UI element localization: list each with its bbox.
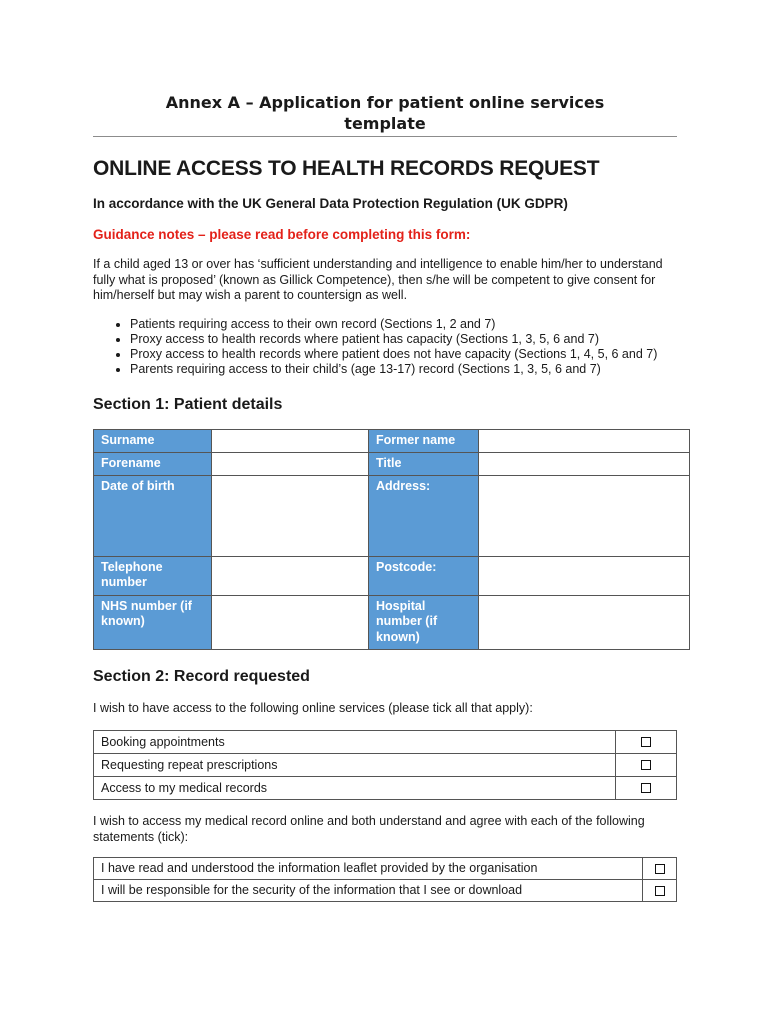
forename-field[interactable]: [212, 452, 369, 475]
statement-label: I will be responsible for the security of the information that I see or download: [94, 880, 643, 902]
statements-intro: I wish to access my medical record online and both understand and agree with each of the following statements (tick):: [93, 814, 645, 844]
guidance-paragraph: If a child aged 13 or over has ‘sufficient understanding and intelligence to enable him/her to understand fully what is proposed’ (known as Gillick Competence), then s/he will be competent to give consent for him/herself but may wish a parent to countersign as well.: [93, 257, 663, 302]
services-intro: I wish to have access to the following online services (please tick all that apply):: [93, 700, 533, 715]
address-label: Address:: [369, 475, 479, 556]
booking-appointments-checkbox[interactable]: [616, 731, 677, 754]
checkbox-icon: [655, 886, 665, 896]
annex-title: Annex A – Application for patient online services template: [93, 92, 677, 137]
title-field[interactable]: [479, 452, 690, 475]
security-statement-checkbox[interactable]: [643, 880, 677, 902]
checkbox-icon: [655, 864, 665, 874]
telephone-label: Telephone number: [94, 556, 212, 595]
statements-table: [93, 857, 677, 902]
list-item: • Proxy access to health records where patient has capacity (Sections 1, 3, 5, 6 and 7): [130, 332, 677, 347]
list-item: • Patients requiring access to their own record (Sections 1, 2 and 7): [130, 317, 677, 332]
checkbox-icon: [641, 783, 651, 793]
sections-list: [93, 317, 677, 378]
checkbox-icon: [641, 737, 651, 747]
forename-label: Forename: [94, 452, 212, 475]
patient-details-table: [93, 429, 690, 650]
former-name-label: Former name: [369, 429, 479, 452]
nhs-number-field[interactable]: [212, 595, 369, 649]
hospital-number-field[interactable]: [479, 595, 690, 649]
page-title: ONLINE ACCESS TO HEALTH RECORDS REQUEST: [93, 157, 600, 180]
checkbox-icon: [641, 760, 651, 770]
services-table: [93, 730, 677, 800]
medical-records-checkbox[interactable]: [616, 777, 677, 800]
title-label: Title: [369, 452, 479, 475]
dob-field[interactable]: [212, 475, 369, 556]
service-label: Access to my medical records: [94, 777, 616, 800]
service-label: Booking appointments: [94, 731, 616, 754]
telephone-field[interactable]: [212, 556, 369, 595]
surname-label: Surname: [94, 429, 212, 452]
dob-label: Date of birth: [94, 475, 212, 556]
postcode-label: Postcode:: [369, 556, 479, 595]
list-item: • Parents requiring access to their child’s (age 13-17) record (Sections 1, 3, 5, 6 and 7): [130, 362, 677, 377]
surname-field[interactable]: [212, 429, 369, 452]
former-name-field[interactable]: [479, 429, 690, 452]
gdpr-subtitle: In accordance with the UK General Data Protection Regulation (UK GDPR): [93, 196, 568, 211]
leaflet-statement-checkbox[interactable]: [643, 858, 677, 880]
postcode-field[interactable]: [479, 556, 690, 595]
statement-label: I have read and understood the information leaflet provided by the organisation: [94, 858, 643, 880]
guidance-heading: Guidance notes – please read before completing this form:: [93, 227, 471, 242]
nhs-number-label: NHS number (if known): [94, 595, 212, 649]
list-item: • Proxy access to health records where patient does not have capacity (Sections 1, 4, 5, 6 and 7): [130, 347, 677, 362]
hospital-number-label: Hospital number (if known): [369, 595, 479, 649]
service-label: Requesting repeat prescriptions: [94, 754, 616, 777]
section1-heading: Section 1: Patient details: [93, 395, 283, 413]
form-page: [93, 92, 677, 902]
repeat-prescriptions-checkbox[interactable]: [616, 754, 677, 777]
address-field[interactable]: [479, 475, 690, 556]
section2-heading: Section 2: Record requested: [93, 667, 310, 685]
